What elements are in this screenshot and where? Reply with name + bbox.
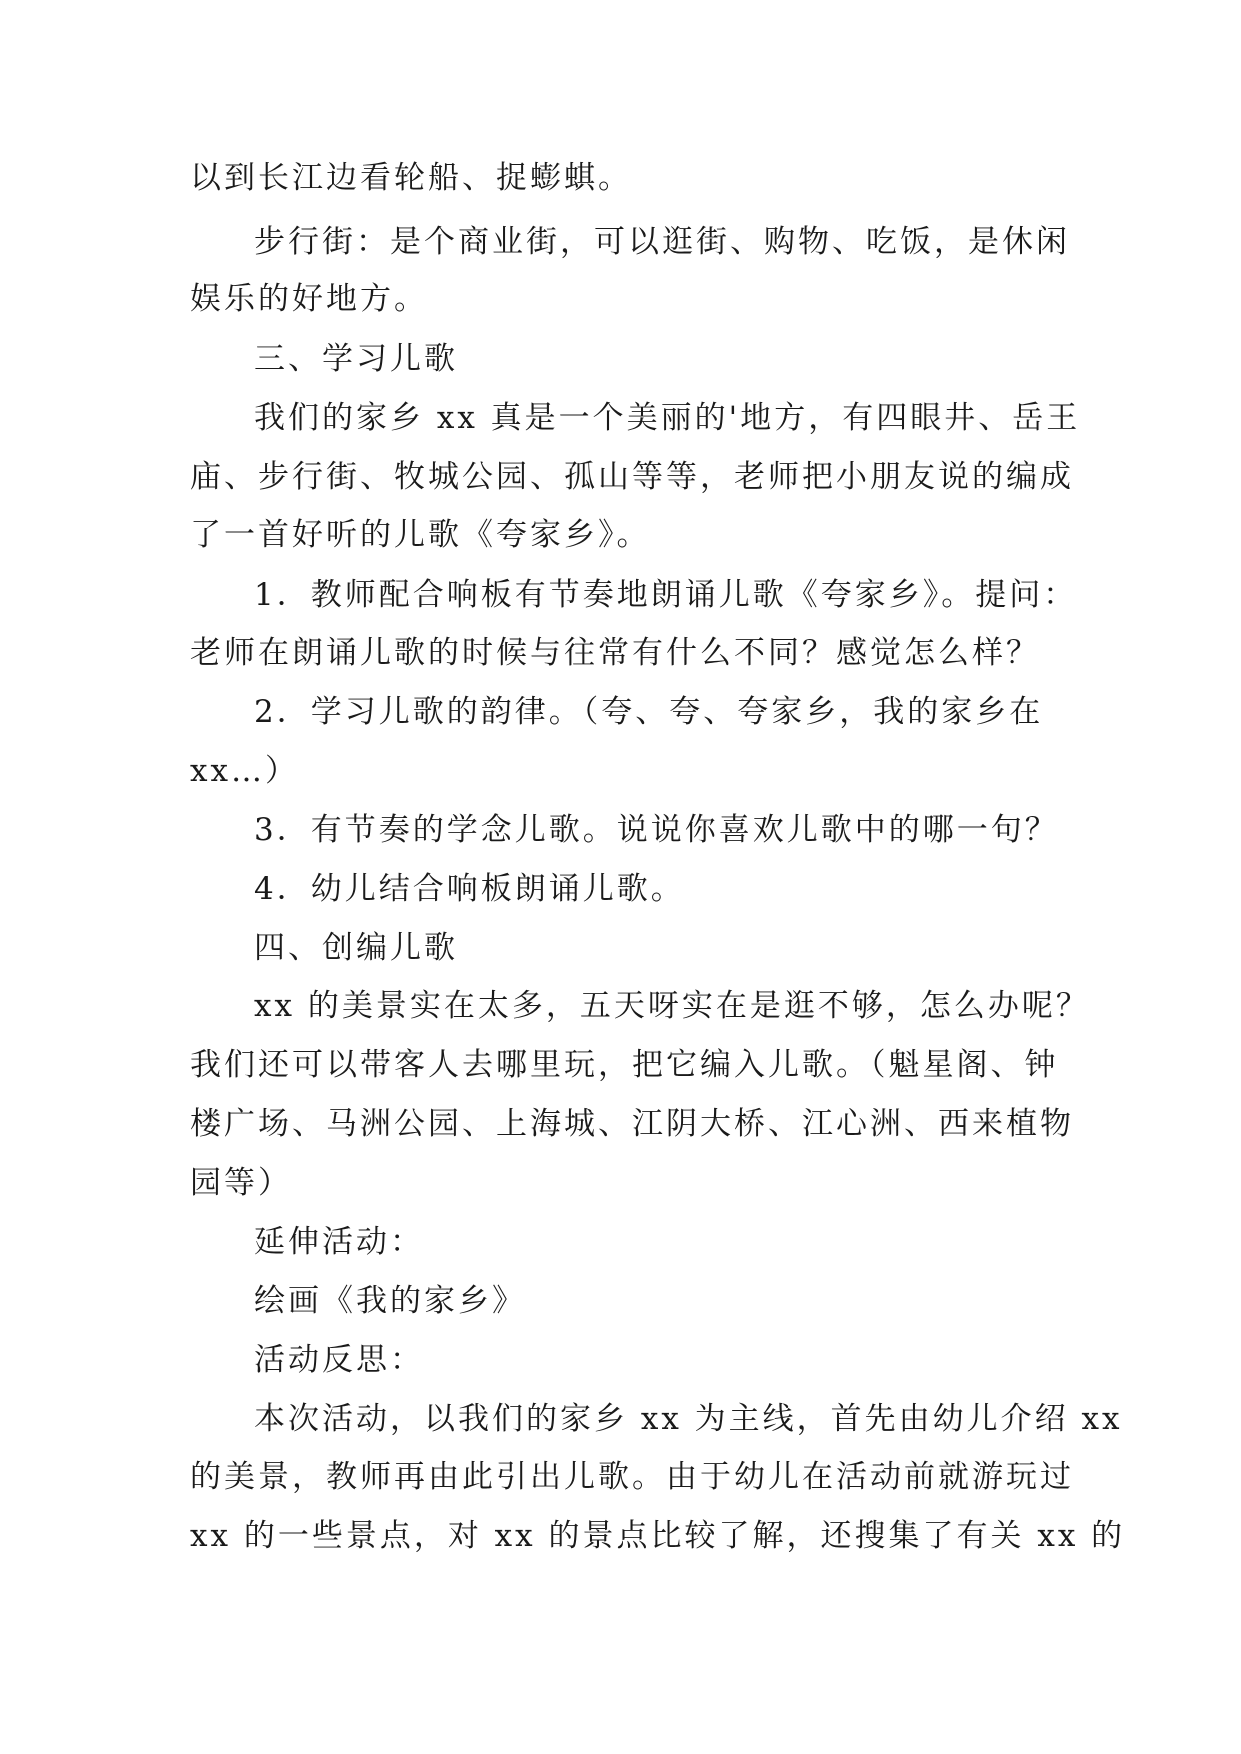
text-line: 以到长江边看轮船、捉蟛蜞。 (190, 160, 632, 196)
text-line: 我们还可以带客人去哪里玩，把它编入儿歌。（魁星阁、钟 (190, 1047, 1059, 1083)
text-line: 1．教师配合响板有节奏地朗诵儿歌《夸家乡》。提问： (254, 577, 1078, 613)
text-line: 老师在朗诵儿歌的时候与往常有什么不同？感觉怎么样？ (190, 635, 1040, 671)
text-line: 绘画《我的家乡》 (254, 1283, 526, 1319)
text-line: 3．有节奏的学念儿歌。说说你喜欢儿歌中的哪一句？ (254, 812, 1059, 848)
text-line: xx…） (190, 753, 299, 789)
text-line: xx 的美景实在太多，五天呀实在是逛不够，怎么办呢？ (254, 988, 1090, 1024)
section-heading: 活动反思： (254, 1342, 424, 1378)
text-line: 园等） (190, 1165, 292, 1201)
text-line: 庙、步行街、牧城公园、孤山等等，老师把小朋友说的编成 (190, 459, 1074, 495)
text-line: 楼广场、马洲公园、上海城、江阴大桥、江心洲、西来植物 (190, 1106, 1074, 1142)
text-line: 的美景，教师再由此引出儿歌。由于幼儿在活动前就游玩过 (190, 1459, 1074, 1495)
text-line: 了一首好听的儿歌《夸家乡》。 (190, 517, 651, 553)
text-line: 2．学习儿歌的韵律。（夸、夸、夸家乡，我的家乡在 (254, 694, 1044, 730)
section-heading: 三、学习儿歌 (254, 341, 458, 377)
text-line: 娱乐的好地方。 (190, 281, 428, 317)
text-line: 步行街：是个商业街，可以逛街、购物、吃饭，是休闲 (254, 224, 1070, 260)
section-heading: 延伸活动： (254, 1224, 424, 1260)
text-line: xx 的一些景点，对 xx 的景点比较了解，还搜集了有关 xx 的 (190, 1518, 1126, 1554)
section-heading: 四、创编儿歌 (254, 930, 458, 966)
text-line: 本次活动，以我们的家乡 xx 为主线，首先由幼儿介绍 xx (254, 1401, 1123, 1437)
text-line: 我们的家乡 xx 真是一个美丽的'地方，有四眼井、岳王 (254, 400, 1081, 436)
text-line: 4．幼儿结合响板朗诵儿歌。 (254, 871, 685, 907)
